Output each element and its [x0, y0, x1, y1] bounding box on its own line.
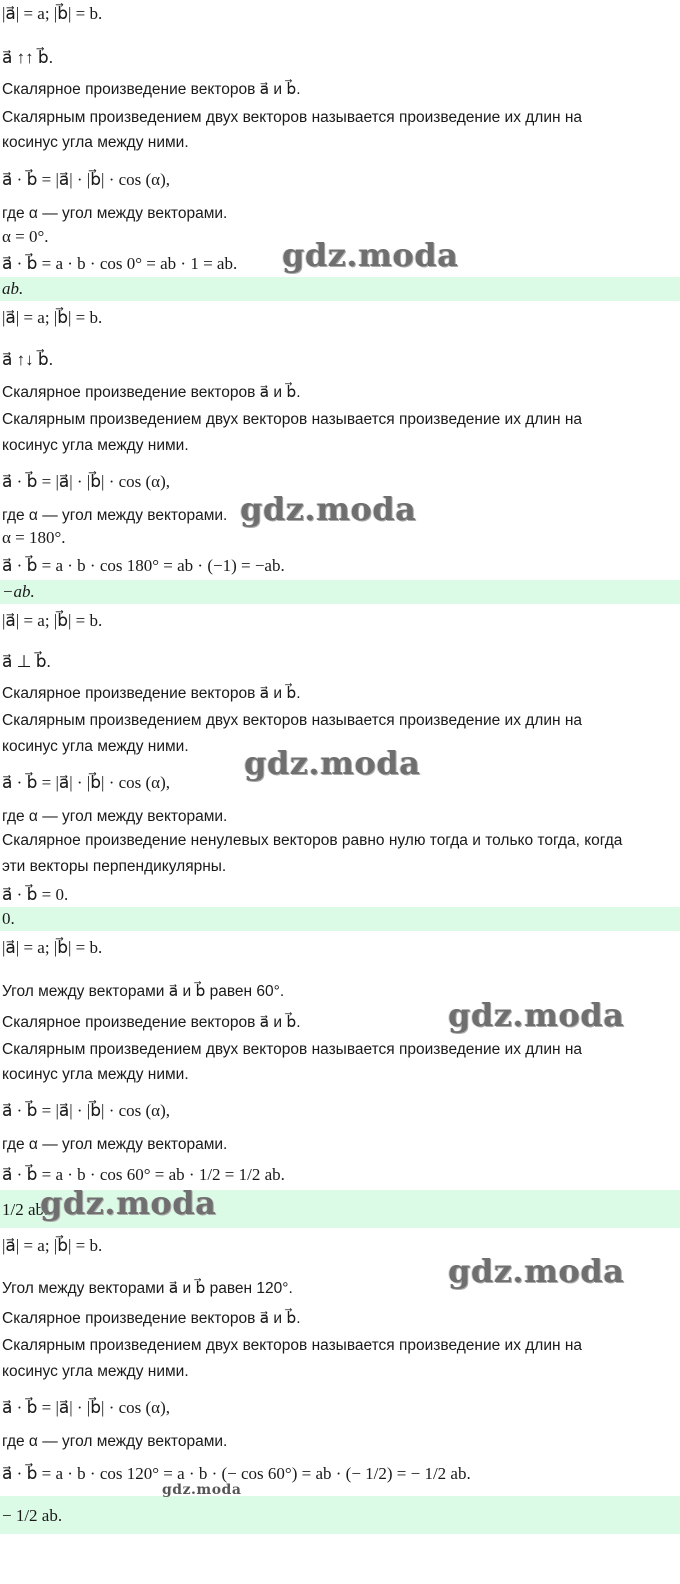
where-line: где α — угол между векторами.: [2, 808, 228, 825]
given-line: |a⃗| = a; |b⃗| = b.: [2, 938, 103, 957]
definition-line: косинус угла между ними.: [2, 738, 189, 755]
formula-line: a⃗ · b⃗ = |a⃗| · |b⃗| · cos (α),: [2, 1101, 170, 1120]
formula-line: a⃗ · b⃗ = |a⃗| · |b⃗| · cos (α),: [2, 1398, 170, 1417]
answer-row: [0, 277, 680, 301]
section-title: Скалярное произведение векторов a⃗ и b⃗.: [2, 81, 301, 98]
where-line: где α — угол между векторами.: [2, 1136, 228, 1153]
relation-line: a⃗ ⊥ b⃗.: [2, 652, 51, 671]
answer-text: 1/2 ab.: [2, 1200, 49, 1219]
watermark: gdz.moda: [448, 996, 625, 1034]
formula-line: a⃗ · b⃗ = |a⃗| · |b⃗| · cos (α),: [2, 472, 170, 491]
given-line: |a⃗| = a; |b⃗| = b.: [2, 4, 103, 23]
angle-line: α = 180°.: [2, 528, 66, 547]
definition-line: Скалярным произведением двух векторов называется произведение их длин на: [2, 712, 583, 729]
answer-text: − 1/2 ab.: [2, 1506, 63, 1525]
angle-statement: Угол между векторами a⃗ и b⃗ равен 60°.: [2, 983, 285, 1000]
relation-line: a⃗ ↑↑ b⃗.: [2, 48, 53, 67]
watermark: gdz.moda: [244, 744, 421, 782]
calculation-line: a⃗ · b⃗ = a · b · cos 0° = ab · 1 = ab.: [2, 254, 238, 273]
definition-line: косинус угла между ними.: [2, 134, 189, 151]
definition-line: Скалярным произведением двух векторов называется произведение их длин на: [2, 411, 583, 428]
definition-line: косинус угла между ними.: [2, 1066, 189, 1083]
answer-row: [0, 907, 680, 931]
answer-row: [0, 1496, 680, 1534]
calculation-line: a⃗ · b⃗ = 0.: [2, 885, 69, 904]
watermark: gdz.moda: [448, 1252, 625, 1290]
where-line: где α — угол между векторами.: [2, 507, 228, 524]
answer-row: [0, 580, 680, 604]
where-line: где α — угол между векторами.: [2, 205, 228, 222]
definition-line: Скалярным произведением двух векторов называется произведение их длин на: [2, 109, 583, 126]
section-title: Скалярное произведение векторов a⃗ и b⃗.: [2, 1014, 301, 1031]
answer-text: 0.: [2, 909, 15, 928]
given-line: |a⃗| = a; |b⃗| = b.: [2, 1236, 103, 1255]
definition-line: Скалярным произведением двух векторов называется произведение их длин на: [2, 1337, 583, 1354]
answer-text: ab.: [2, 279, 24, 298]
definition-line: Скалярным произведением двух векторов называется произведение их длин на: [2, 1041, 583, 1058]
watermark: gdz.moda: [282, 236, 459, 274]
definition-line: косинус угла между ними.: [2, 437, 189, 454]
definition-line: косинус угла между ними.: [2, 1363, 189, 1380]
angle-line: α = 0°.: [2, 227, 49, 246]
calculation-line: a⃗ · b⃗ = a · b · cos 180° = ab · (−1) = −ab.: [2, 556, 285, 575]
watermark: gdz.moda: [40, 1184, 217, 1222]
section-title: Скалярное произведение векторов a⃗ и b⃗.: [2, 1310, 301, 1327]
section-title: Скалярное произведение векторов a⃗ и b⃗.: [2, 685, 301, 702]
answer-text: −ab.: [2, 582, 35, 601]
calculation-line: a⃗ · b⃗ = a · b · cos 120° = a · b · (− cos 60°) = ab · (− 1/2) = − 1/2 ab.: [2, 1464, 471, 1483]
section-title: Скалярное произведение векторов a⃗ и b⃗.: [2, 384, 301, 401]
property-line: эти векторы перпендикулярны.: [2, 858, 227, 875]
calculation-line: a⃗ · b⃗ = a · b · cos 60° = ab · 1/2 = 1/2 ab.: [2, 1165, 285, 1184]
relation-line: a⃗ ↑↓ b⃗.: [2, 350, 53, 369]
angle-statement: Угол между векторами a⃗ и b⃗ равен 120°.: [2, 1280, 293, 1297]
property-line: Скалярное произведение ненулевых векторов равно нулю тогда и только тогда, когда: [2, 832, 623, 849]
given-line: |a⃗| = a; |b⃗| = b.: [2, 308, 103, 327]
where-line: где α — угол между векторами.: [2, 1433, 228, 1450]
formula-line: a⃗ · b⃗ = |a⃗| · |b⃗| · cos (α),: [2, 170, 170, 189]
watermark: gdz.moda: [240, 490, 417, 528]
formula-line: a⃗ · b⃗ = |a⃗| · |b⃗| · cos (α),: [2, 773, 170, 792]
given-line: |a⃗| = a; |b⃗| = b.: [2, 611, 103, 630]
watermark: gdz.moda: [162, 1482, 242, 1498]
